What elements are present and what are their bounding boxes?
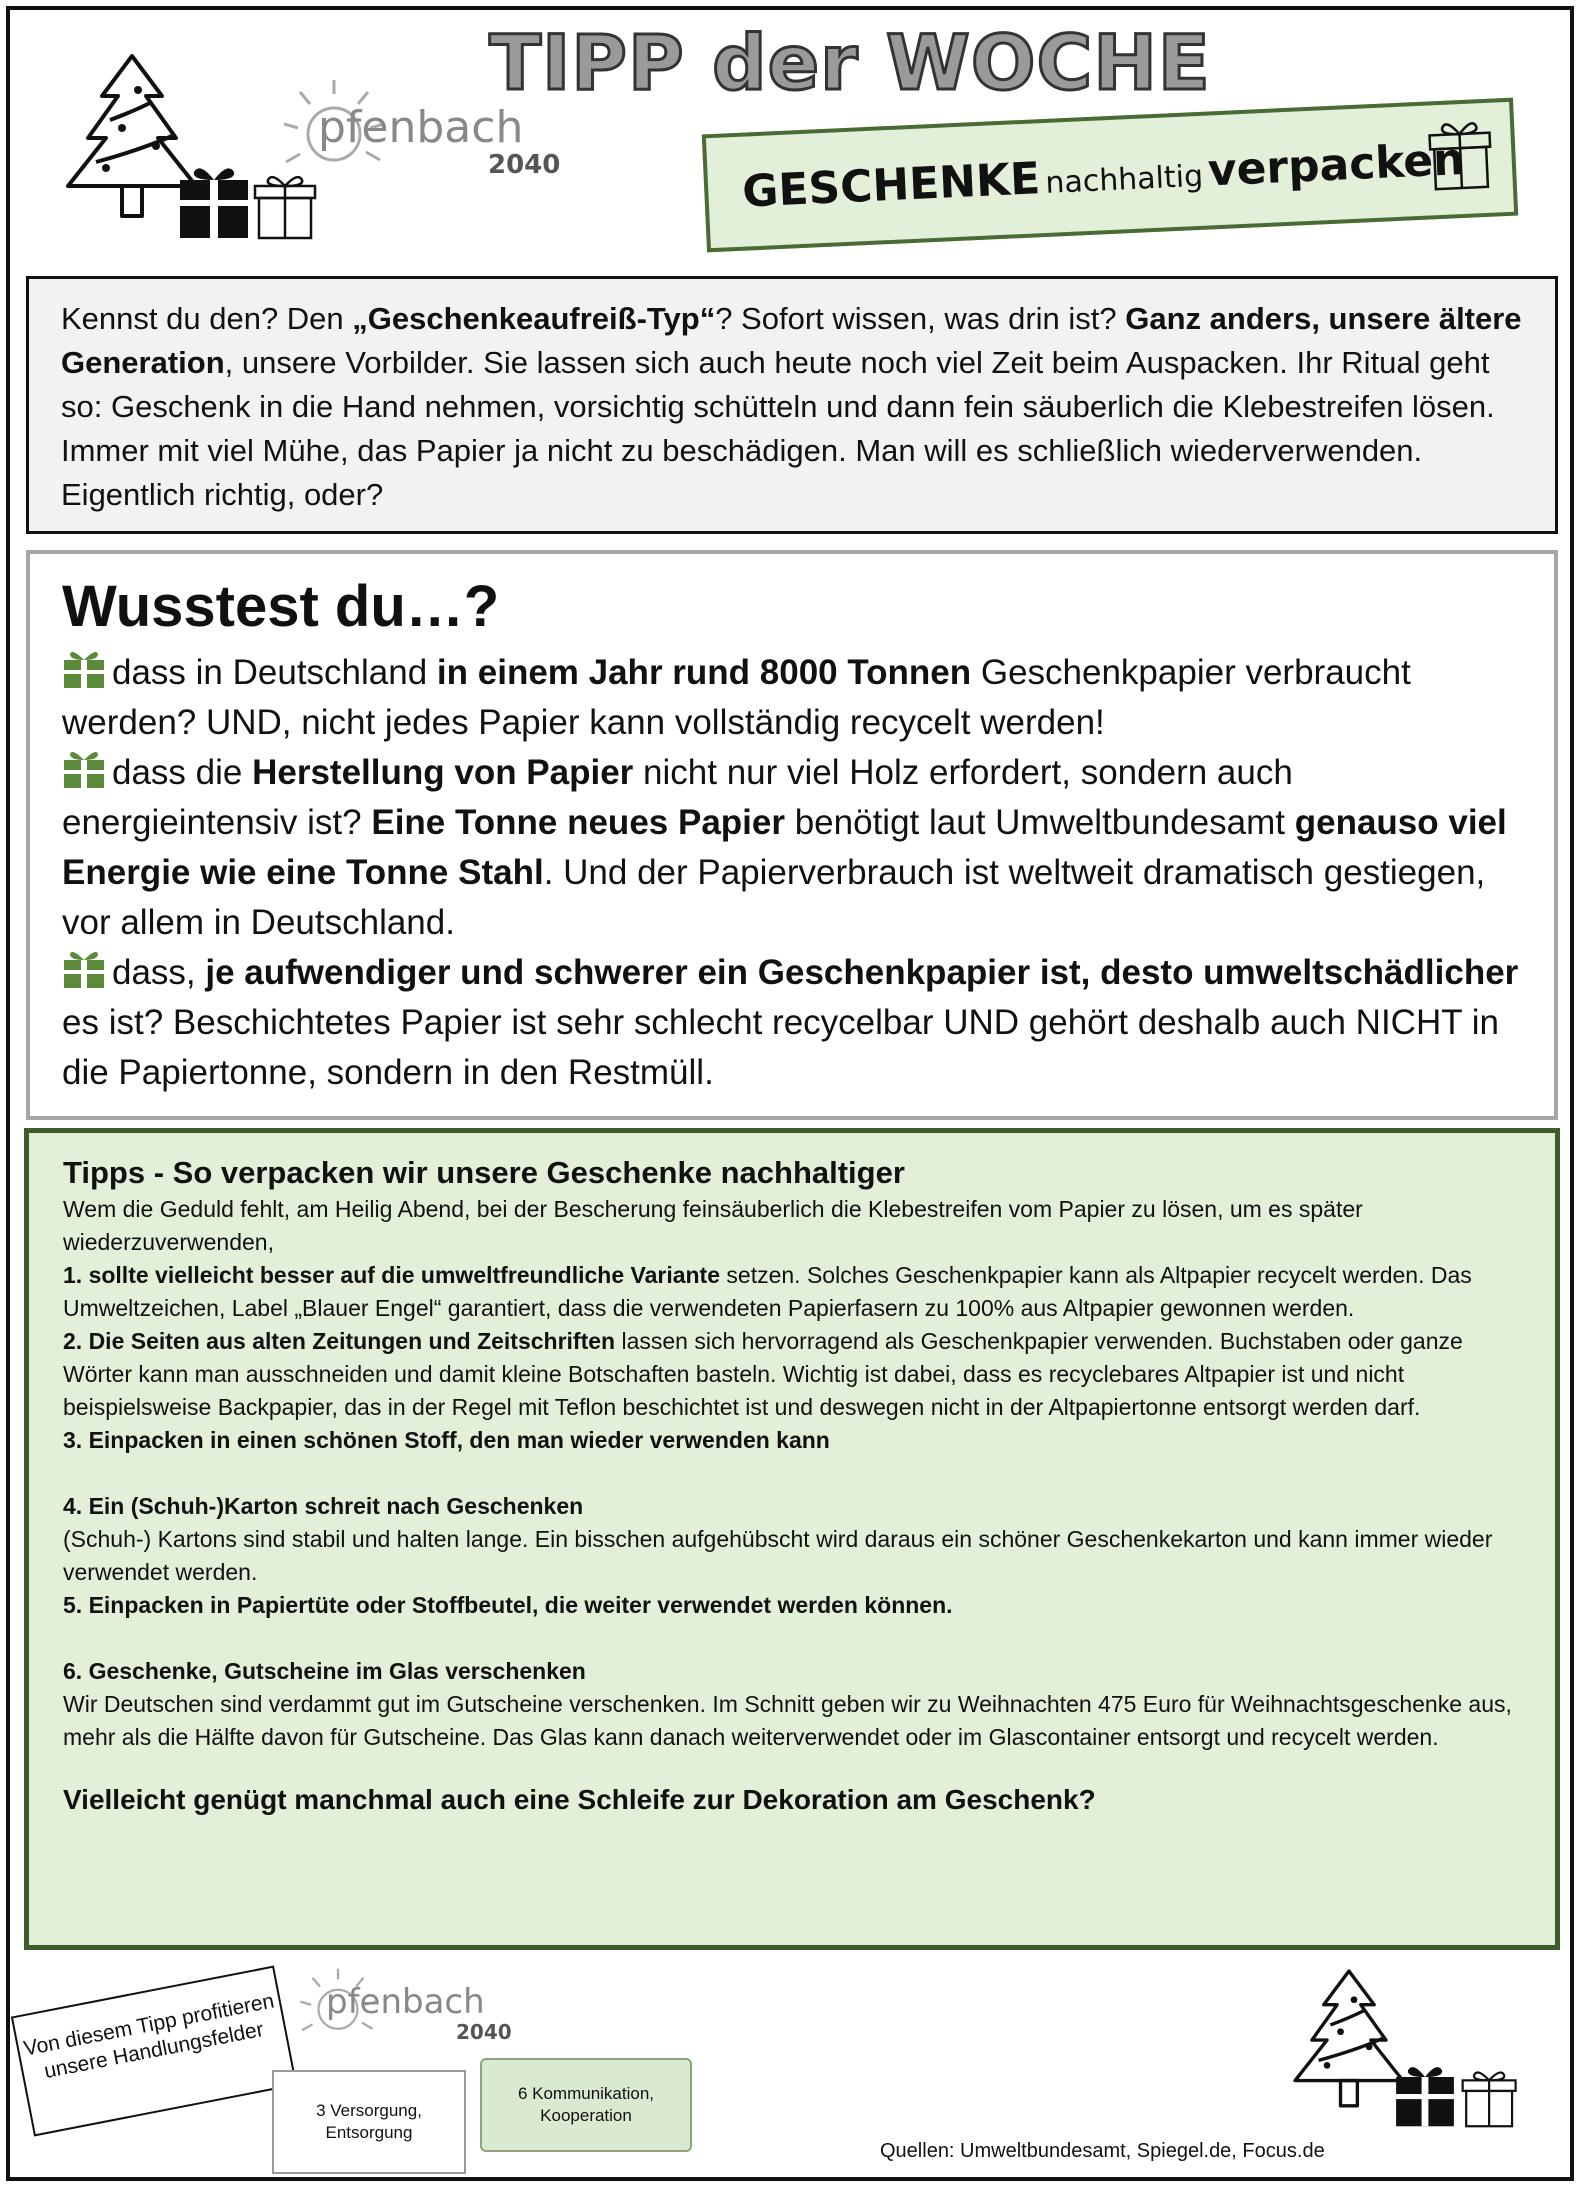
- fact-bold: genauso viel Energie wie eine Tonne Stahl: [62, 803, 1507, 892]
- tip-6-title-text: 6. Geschenke, Gutscheine im Glas verschenken: [63, 1658, 586, 1684]
- tip-1-title: 1. sollte vielleicht besser auf die umweltfreundliche Variante: [63, 1262, 721, 1288]
- facts-heading: Wusstest du…?: [62, 574, 500, 639]
- logo-ofenbach-2040-footer: [290, 1962, 530, 2054]
- tip-3: [63, 1424, 1523, 1457]
- fact-text: dass die: [112, 753, 253, 792]
- fact-bold: Eine Tonne neues Papier: [371, 803, 785, 842]
- gift-outline-icon: [1426, 117, 1495, 192]
- tip-2: [63, 1325, 1523, 1424]
- tips-closing: Vielleicht genügt manchmal auch eine Schleife zur Dekoration am Geschenk?: [63, 1784, 1096, 1815]
- facts-box: [26, 550, 1558, 1120]
- fields-stamp: Von diesem Tipp profitieren unsere Handlungsfelder: [11, 1966, 297, 2137]
- tip-4-title: [63, 1490, 1523, 1523]
- tip-2-title: 2. Die Seiten aus alten Zeitungen und Zeitschriften: [63, 1328, 616, 1354]
- tip-3-title: 3. Einpacken in einen schönen Stoff, den man wieder verwenden kann: [63, 1427, 830, 1453]
- tips-heading: Tipps - So verpacken wir unsere Geschenke nachhaltiger: [63, 1155, 905, 1190]
- gift-outline-icon: [1460, 2068, 1520, 2128]
- fact-bold: Herstellung von Papier: [252, 753, 634, 792]
- intro-bold: „Geschenkeaufreiß-Typ“: [352, 301, 716, 336]
- fact-item: [62, 648, 1522, 748]
- fact-item: [62, 948, 1522, 1098]
- intro-box: [26, 276, 1558, 534]
- tip-4-text: (Schuh-) Kartons sind stabil und halten lange. Ein bisschen aufgehübscht wird daraus ein schöner Geschenkekarton und kann immer wieder verwendet werden.: [63, 1526, 1493, 1585]
- gift-icon: [1394, 2060, 1456, 2128]
- tip-1-text: setzen. Solches Geschenkpapier kann als Altpapier recycelt werden. Das Umweltzeichen, Label „Blauer Engel“ garantiert, dass die verwendeten Papierfasern zu 100% aus Altpapier gewonnen werden.: [63, 1262, 1472, 1321]
- fact-text: . Und der Papierverbrauch ist weltweit dramatisch gestiegen, vor allem in Deutschland.: [62, 853, 1486, 942]
- tip-5-title: 5. Einpacken in Papiertüte oder Stoffbeutel, die weiter verwendet werden können.: [63, 1592, 953, 1618]
- tips-intro: Wem die Geduld fehlt, am Heilig Abend, bei der Bescherung feinsäuberlich die Klebestreifen vom Papier zu lösen, um es später wiederzuverwenden,: [63, 1196, 1363, 1255]
- fact-text: es ist? Beschichtetes Papier ist sehr schlecht recycelbar UND gehört deshalb auch NICHT in die Papiertonne, sondern in den Restmüll.: [62, 1003, 1499, 1092]
- tips-box: [24, 1128, 1560, 1950]
- field-communication-cooperation: 6 Kommunikation, Kooperation: [480, 2058, 692, 2152]
- banner-word-wrap: verpacken: [1206, 133, 1466, 197]
- logo-wordmark: pfenbach: [326, 1982, 485, 2022]
- fact-text: benötigt laut Umweltbundesamt: [784, 803, 1295, 842]
- intro-bold: Ganz anders, unsere ältere Generation: [61, 301, 1522, 380]
- banner-word-sustainable: nachhaltig: [1044, 158, 1204, 201]
- intro-text: ? Sofort wissen, was drin ist?: [715, 301, 1126, 336]
- tip-4-title-text: 4. Ein (Schuh-)Karton schreit nach Geschenken: [63, 1493, 584, 1519]
- tip-5: [63, 1589, 1523, 1622]
- page-title: TIPP der WOCHE: [489, 18, 1211, 107]
- sources-note: Quellen: Umweltbundesamt, Spiegel.de, Focus.de: [880, 2140, 1325, 2162]
- tip-6-text: Wir Deutschen sind verdammt gut im Gutscheine verschenken. Im Schnitt geben wir zu Weihnachten 475 Euro für Weihnachtsgeschenke aus, mehr als die Hälfte davon für Gutscheine. Das Glas kann danach weiterverwendet oder im Glascontainer entsorgt und recycelt werden.: [63, 1691, 1512, 1750]
- fact-text: dass,: [112, 953, 206, 992]
- gift-outline-icon: [252, 172, 320, 240]
- logo-year: 2040: [488, 150, 561, 180]
- logo-year: 2040: [456, 2020, 512, 2044]
- tip-1: [63, 1259, 1523, 1325]
- intro-text: Kennst du den? Den: [61, 301, 353, 336]
- logo-wordmark: pfenbach: [318, 102, 524, 153]
- fact-bold: in einem Jahr rund 8000 Tonnen: [436, 653, 972, 692]
- gift-bullet-icon: [62, 648, 106, 690]
- field-supply-disposal: 3 Versorgung, Entsorgung: [272, 2070, 466, 2174]
- fact-text: Geschenkpapier verbraucht werden? UND, nicht jedes Papier kann vollständig recycelt werden!: [62, 653, 1411, 742]
- fact-text: dass in Deutschland: [112, 653, 437, 692]
- logo-ofenbach-2040: [270, 72, 570, 182]
- fact-item: [62, 748, 1522, 948]
- fact-text: nicht nur viel Holz erfordert, sondern auch energieintensiv ist?: [62, 753, 1293, 842]
- tip-2-text: lassen sich hervorragend als Geschenkpapier verwenden. Buchstaben oder ganze Wörter kann man ausschneiden und damit kleine Botschaften basteln. Wichtig ist dabei, dass es recyclebares Altpapier ist und nicht beispielsweise Backpapier, das in der Regel mit Teflon beschichtet ist und deswegen nicht in der Altpapiertonne entsorgt werden darf.: [63, 1328, 1463, 1420]
- intro-text: , unsere Vorbilder. Sie lassen sich auch heute noch viel Zeit beim Auspacken. Ihr Ritual geht so: Geschenk in die Hand nehmen, vorsichtig schütteln und dann fein säuberlich die Klebestreifen lösen. Immer mit viel Mühe, das Papier ja nicht zu beschädigen. Man will es schließlich wiederverwenden. Eigentlich richtig, oder?: [61, 345, 1495, 512]
- fact-bold: je aufwendiger und schwerer ein Geschenkpapier ist, desto umweltschädlicher: [205, 953, 1519, 992]
- gift-bullet-icon: [62, 748, 106, 790]
- banner-word-gifts: GESCHENKE: [741, 153, 1042, 218]
- gift-bullet-icon: [62, 948, 106, 990]
- tip-6-title: [63, 1655, 1523, 1688]
- gift-icon: [178, 160, 250, 240]
